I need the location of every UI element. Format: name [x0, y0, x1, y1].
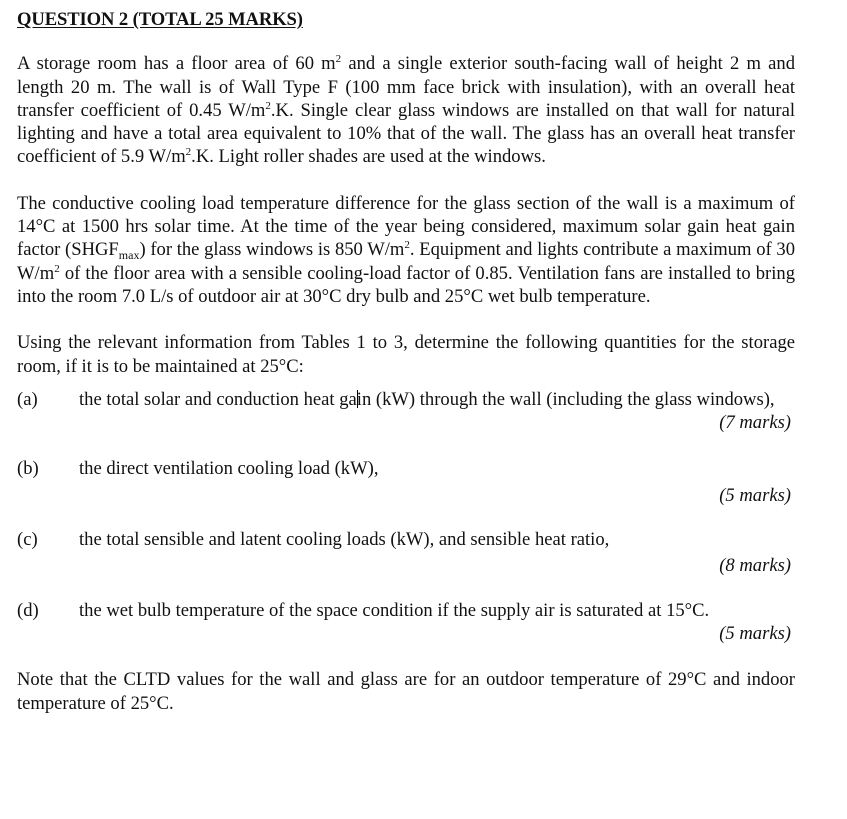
para2-text-2: ) for the glass windows is 850 W/m	[139, 239, 405, 261]
para2-sup-2: 2	[404, 239, 410, 252]
question-a-label: (a)	[17, 388, 38, 410]
question-d	[17, 599, 795, 646]
para1-text-1: A storage room has a floor area of 60 m	[17, 53, 336, 75]
para1-text-3: .K. Single clear glass windows are installed on that wall for natural lighting and have a total area equivalent to 10% that of the wall. The glass has an overall heat transfer coefficient of 5.9 W/m	[17, 99, 795, 168]
para2-sub-1: max	[118, 248, 140, 263]
question-a-text-part2: in (kW) through the wall (including the glass windows),	[356, 388, 775, 410]
para1-sup-1: 2	[335, 53, 342, 66]
question-b-body	[17, 457, 795, 480]
paragraph-load-conditions	[17, 192, 795, 308]
question-b	[17, 457, 795, 507]
question-d-marks: (5 marks)	[719, 622, 791, 644]
question-c-label: (c)	[17, 529, 38, 551]
question-heading: QUESTION 2 (TOTAL 25 MARKS)	[17, 9, 303, 30]
para1-text-4: .K. Light roller shades are used at the windows.	[191, 146, 546, 168]
question-a-body	[17, 388, 795, 411]
question-a-marks: (7 marks)	[719, 412, 791, 434]
paragraph-instructions: Using the relevant information from Tables 1 to 3, determine the following quantities for the storage room, if it is to be maintained at 25°C:	[17, 332, 795, 377]
para2-text-4: of the floor area with a sensible cooling-load factor of 0.85. Ventilation fans are installed to bring into the room 7.0 L/s of outdoor air at 30°C dry bulb and 25°C wet bulb temperature.	[17, 262, 795, 307]
question-c-body	[17, 528, 795, 551]
question-b-marks: (5 marks)	[719, 484, 791, 506]
para2-sup-3: 2	[54, 262, 60, 275]
question-c-text: the total sensible and latent cooling loads (kW), and sensible heat ratio,	[79, 529, 610, 551]
question-a	[17, 388, 795, 435]
question-d-body	[17, 599, 795, 622]
para1-sup-2: 2	[265, 99, 271, 112]
paragraph-note: Note that the CLTD values for the wall and glass are for an outdoor temperature of 29°C and indoor temperature of 25°C.	[17, 669, 795, 714]
para2-text-1: The conductive cooling load temperature difference for the glass section of the wall is a maximum of 14°C at 1500 hrs solar time. At the time of the year being considered, maximum solar gain heat gain factor (SHGF	[17, 192, 795, 261]
para1-text-2: and a single exterior south-facing wall of height 2 m and length 20 m. The wall is of Wall Type F (100 mm face brick with insulation), with an overall heat transfer coefficient of 0.45 W/m	[17, 53, 795, 121]
para1-sup-3: 2	[185, 146, 192, 159]
question-a-text-part1: the total solar and conduction heat ga	[79, 388, 357, 410]
question-c	[17, 528, 795, 578]
paragraph-room-description	[17, 52, 795, 168]
document-page	[17, 8, 795, 738]
question-d-label: (d)	[17, 599, 39, 621]
question-d-text: the wet bulb temperature of the space condition if the supply air is saturated at 15°C.	[79, 599, 710, 621]
para2-text-3: . Equipment and lights contribute a maximum of 30 W/m	[17, 239, 795, 284]
question-b-text: the direct ventilation cooling load (kW),	[79, 458, 379, 480]
question-c-marks: (8 marks)	[719, 555, 791, 577]
question-b-label: (b)	[17, 458, 39, 480]
